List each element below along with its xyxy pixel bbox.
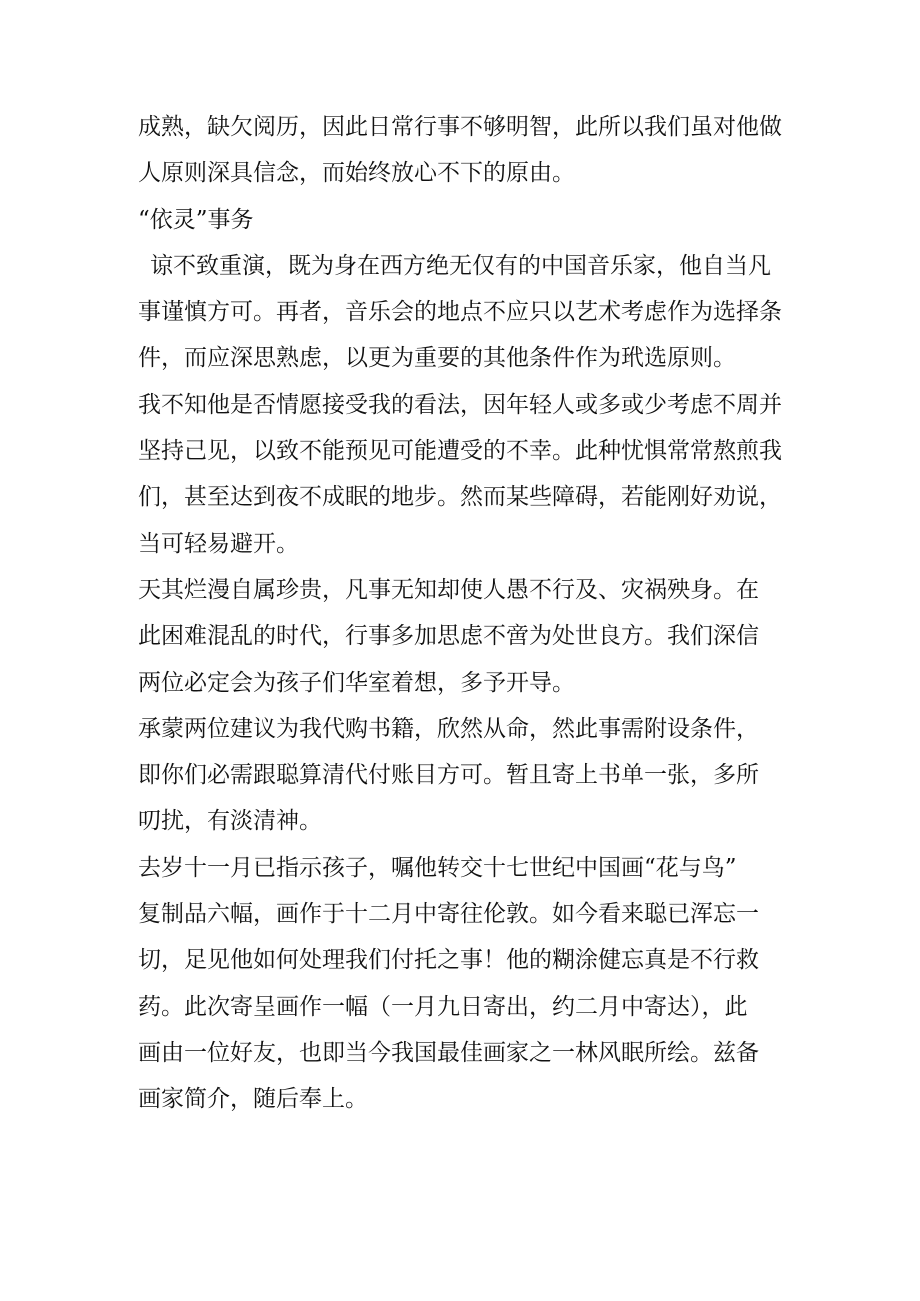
text-line: 人原则深具信念，而始终放心不下的原由。: [138, 160, 575, 187]
section-heading: “依灵”事务: [138, 206, 254, 233]
text-line: 谅不致重演，既为身在西方绝无仅有的中国音乐家，他自当凡: [150, 252, 771, 279]
text-line: 天其烂漫自属珍贵，凡事无知却使人愚不行及、灾祸殃身。在: [138, 576, 759, 603]
text-line: 叨扰，有淡清神。: [138, 808, 322, 835]
text-line: 画由一位好友，也即当今我国最佳画家之一林风眠所绘。兹备: [138, 1039, 759, 1066]
text-line: 我不知他是否情愿接受我的看法，因年轻人或多或少考虑不周并: [138, 391, 782, 418]
text-line: 画家简介，随后奉上。: [138, 1086, 368, 1113]
text-line: 药。此次寄呈画作一幅（一月九日寄出，约二月中寄达），此: [138, 993, 748, 1020]
text-line: 承蒙两位建议为我代购书籍，欣然从命，然此事需附设条件，: [138, 715, 759, 742]
text-line: 坚持己见，以致不能预见可能遭受的不幸。此种忧惧常常熬煎我: [138, 438, 782, 465]
text-line: 两位必定会为孩子们华室着想，多予开导。: [138, 669, 575, 696]
text-line: 复制品六幅，画作于十二月中寄往伦敦。如今看来聪已浑忘一: [138, 901, 759, 928]
text-line: 此困难混乱的时代，行事多加思虑不啻为处世良方。我们深信: [138, 623, 759, 650]
text-line: 切，足见他如何处理我们付托之事！他的糊涂健忘真是不行救: [138, 947, 759, 974]
text-line: 成熟，缺欠阅历，因此日常行事不够明智，此所以我们虽对他做: [138, 114, 782, 140]
text-line: 们，甚至达到夜不成眠的地步。然而某些障碍，若能刚好劝说，: [138, 484, 782, 511]
text-line: 即你们必需跟聪算清代付账目方可。暂且寄上书单一张，多所: [138, 762, 759, 789]
text-line: 事谨慎方可。再者，音乐会的地点不应只以艺术考虑作为选择条: [138, 299, 782, 326]
text-line: 去岁十一月已指示孩子，嘱他转交十七世纪中国画“花与鸟”: [138, 854, 737, 881]
text-line: 件，而应深思熟虑，以更为重要的其他条件作为玳选原则。: [138, 345, 736, 372]
document-body: [138, 104, 798, 1123]
text-line: 当可轻易避开。: [138, 530, 299, 557]
